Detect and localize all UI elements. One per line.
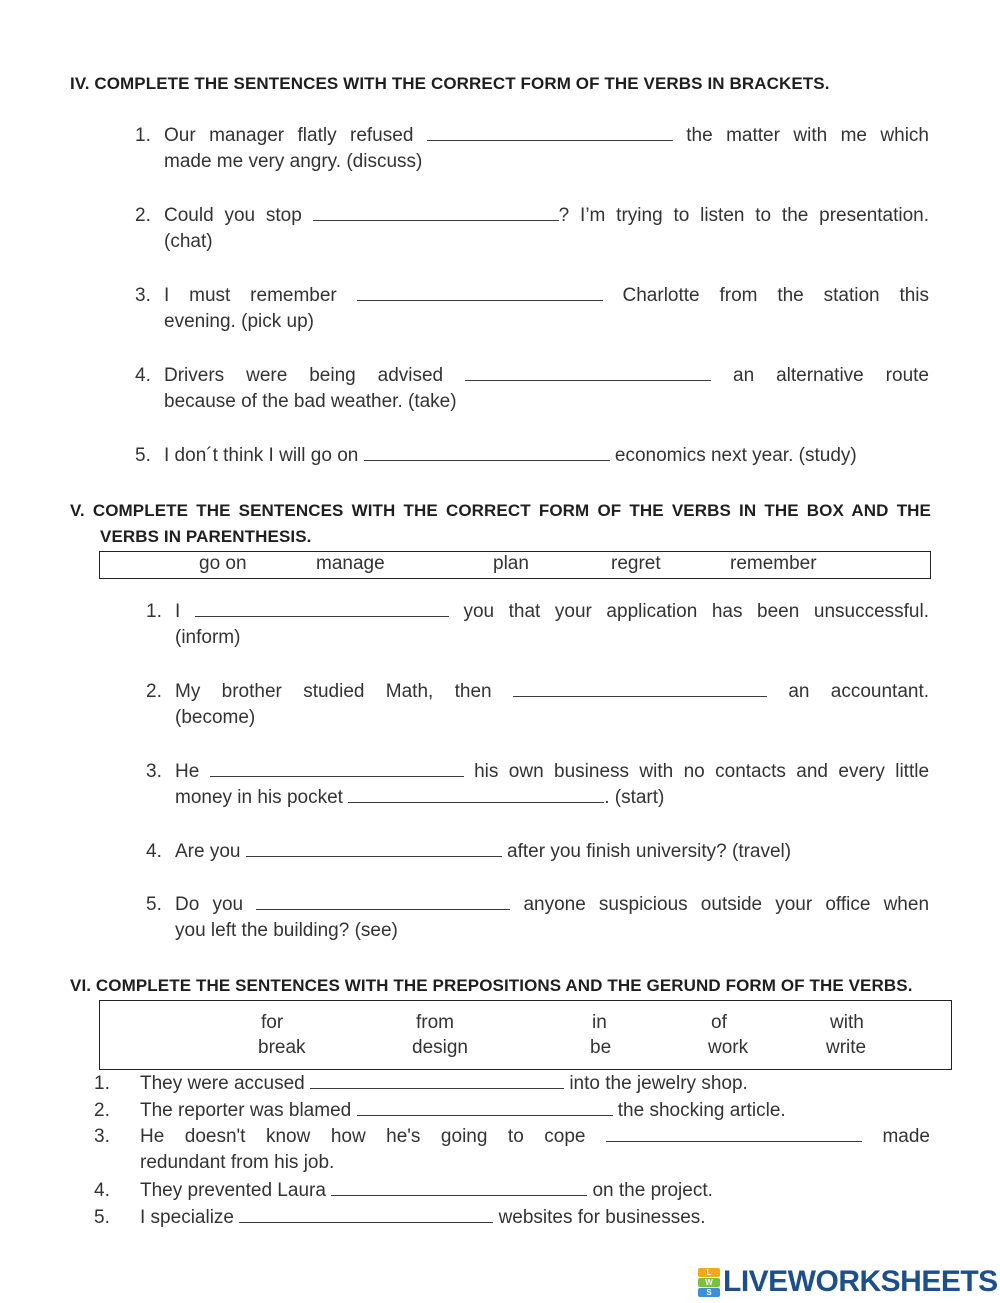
- answer-blank[interactable]: [348, 785, 604, 803]
- answer-blank[interactable]: [310, 1071, 564, 1089]
- box-word: for: [261, 1012, 284, 1033]
- answer-blank[interactable]: [606, 1124, 862, 1142]
- section-6-title: VI. COMPLETE THE SENTENCES WITH THE PREPOSITIONS AND THE GERUND FORM OF THE VERBS.: [70, 976, 913, 995]
- answer-blank[interactable]: [313, 203, 559, 221]
- item-number: 2.: [135, 205, 151, 226]
- answer-blank[interactable]: [246, 839, 502, 857]
- item-text: I: [175, 601, 181, 622]
- item-text: websites for businesses.: [498, 1207, 706, 1228]
- s4-item-3: [135, 283, 929, 335]
- item-text: They were accused: [140, 1073, 305, 1094]
- item-text: you that your application has been unsuccessful.: [463, 601, 930, 622]
- logo-mark-letter: W: [698, 1278, 720, 1287]
- item-text: He: [175, 761, 200, 782]
- box-word: go on: [199, 553, 247, 574]
- item-text: I don´t think I will go on: [164, 445, 359, 466]
- item-text: made me very angry. (discuss): [164, 151, 423, 172]
- item-text: I must remember: [164, 285, 337, 306]
- item-number: 4.: [94, 1180, 110, 1201]
- s5-item-5: [146, 892, 929, 944]
- logo-mark-letter: S: [698, 1288, 720, 1297]
- box-word: remember: [730, 553, 817, 574]
- answer-blank[interactable]: [513, 679, 767, 697]
- verb-box: [99, 551, 931, 579]
- answer-blank[interactable]: [195, 599, 449, 617]
- s5-item-1: [146, 599, 929, 651]
- item-text: because of the bad weather. (take): [164, 391, 457, 412]
- item-text: Our manager flatly refused: [164, 125, 414, 146]
- item-text: Are you: [175, 841, 241, 862]
- box-word: from: [416, 1012, 454, 1033]
- logo-mark-letter: L: [698, 1268, 720, 1277]
- answer-blank[interactable]: [357, 1098, 613, 1116]
- s6-item-3: [94, 1124, 930, 1176]
- item-text: evening. (pick up): [164, 311, 314, 332]
- s4-item-1: [135, 123, 929, 175]
- item-text: redundant from his job.: [140, 1152, 335, 1173]
- item-text: into the jewelry shop.: [569, 1073, 748, 1094]
- item-number: 1.: [135, 125, 151, 146]
- item-text: economics next year. (study): [614, 445, 857, 466]
- liveworksheets-logo[interactable]: [698, 1266, 998, 1298]
- box-word: be: [590, 1037, 612, 1058]
- item-text: The reporter was blamed: [140, 1100, 352, 1121]
- item-text: . (start): [604, 787, 665, 808]
- item-text: an accountant.: [788, 681, 930, 702]
- item-number: 4.: [146, 841, 162, 862]
- item-number: 1.: [94, 1073, 110, 1094]
- item-text: the matter with me which: [686, 125, 929, 146]
- box-word: manage: [316, 553, 385, 574]
- box-word: write: [826, 1037, 867, 1058]
- answer-blank[interactable]: [465, 363, 711, 381]
- box-word: work: [708, 1037, 749, 1058]
- item-text: Drivers were being advised: [164, 365, 444, 386]
- item-number: 1.: [146, 601, 162, 622]
- s4-item-4: [135, 363, 929, 415]
- item-text: the shocking article.: [617, 1100, 786, 1121]
- s4-item-2: [135, 203, 929, 255]
- item-text: He doesn't know how he's going to cope: [140, 1126, 586, 1147]
- item-text: you left the building? (see): [175, 920, 398, 941]
- item-text: his own business with no contacts and every little: [474, 761, 930, 782]
- item-number: 5.: [94, 1207, 110, 1228]
- s5-item-3: [146, 759, 929, 811]
- item-text: anyone suspicious outside your office when: [523, 894, 930, 915]
- item-text: They prevented Laura: [140, 1180, 326, 1201]
- box-word: regret: [611, 553, 661, 574]
- item-text: an alternative route: [733, 365, 929, 386]
- logo-mark-icon: [698, 1268, 720, 1296]
- item-number: 5.: [146, 894, 162, 915]
- section-5-title-line2: VERBS IN PARENTHESIS.: [100, 527, 312, 546]
- item-text: after you finish university? (travel): [507, 841, 792, 862]
- s4-item-5: [135, 443, 929, 469]
- item-number: 2.: [94, 1100, 110, 1121]
- preposition-verb-box: [99, 1000, 952, 1070]
- s6-item-1: [94, 1071, 930, 1097]
- answer-blank[interactable]: [256, 892, 510, 910]
- logo-text: LIVEWORKSHEETS: [723, 1265, 998, 1298]
- box-word: of: [711, 1012, 727, 1033]
- answer-blank[interactable]: [364, 443, 610, 461]
- item-text: Could you stop: [164, 205, 302, 226]
- box-word: break: [258, 1037, 306, 1058]
- item-text: money in his pocket: [175, 787, 343, 808]
- answer-blank[interactable]: [427, 123, 673, 141]
- item-number: 2.: [146, 681, 162, 702]
- section-5-title-line1: V. COMPLETE THE SENTENCES WITH THE CORRECT FORM OF THE VERBS IN THE BOX AND THE: [70, 501, 931, 520]
- answer-blank[interactable]: [239, 1205, 493, 1223]
- box-word: with: [830, 1012, 864, 1033]
- s5-item-2: [146, 679, 929, 731]
- item-text: (become): [175, 707, 256, 728]
- item-text: (chat): [164, 231, 213, 252]
- item-number: 4.: [135, 365, 151, 386]
- item-text: on the project.: [592, 1180, 713, 1201]
- item-number: 3.: [146, 761, 162, 782]
- item-text: I specialize: [140, 1207, 234, 1228]
- box-word: in: [592, 1012, 607, 1033]
- s5-item-4: [146, 839, 929, 865]
- item-text: Do you: [175, 894, 244, 915]
- answer-blank[interactable]: [331, 1178, 587, 1196]
- s6-item-2: [94, 1098, 930, 1124]
- item-number: 5.: [135, 445, 151, 466]
- item-text: My brother studied Math, then: [175, 681, 492, 702]
- box-word: design: [412, 1037, 468, 1058]
- s6-item-4: [94, 1178, 930, 1204]
- item-text: (inform): [175, 627, 241, 648]
- item-text: ? I’m trying to listen to the presentation.: [558, 205, 930, 226]
- box-word: plan: [493, 553, 529, 574]
- item-text: Charlotte from the station this: [622, 285, 930, 306]
- item-number: 3.: [94, 1126, 110, 1147]
- s6-item-5: [94, 1205, 930, 1231]
- item-text: made: [882, 1126, 930, 1147]
- answer-blank[interactable]: [357, 283, 603, 301]
- section-4-title: IV. COMPLETE THE SENTENCES WITH THE CORRECT FORM OF THE VERBS IN BRACKETS.: [70, 74, 830, 93]
- answer-blank[interactable]: [210, 759, 464, 777]
- item-number: 3.: [135, 285, 151, 306]
